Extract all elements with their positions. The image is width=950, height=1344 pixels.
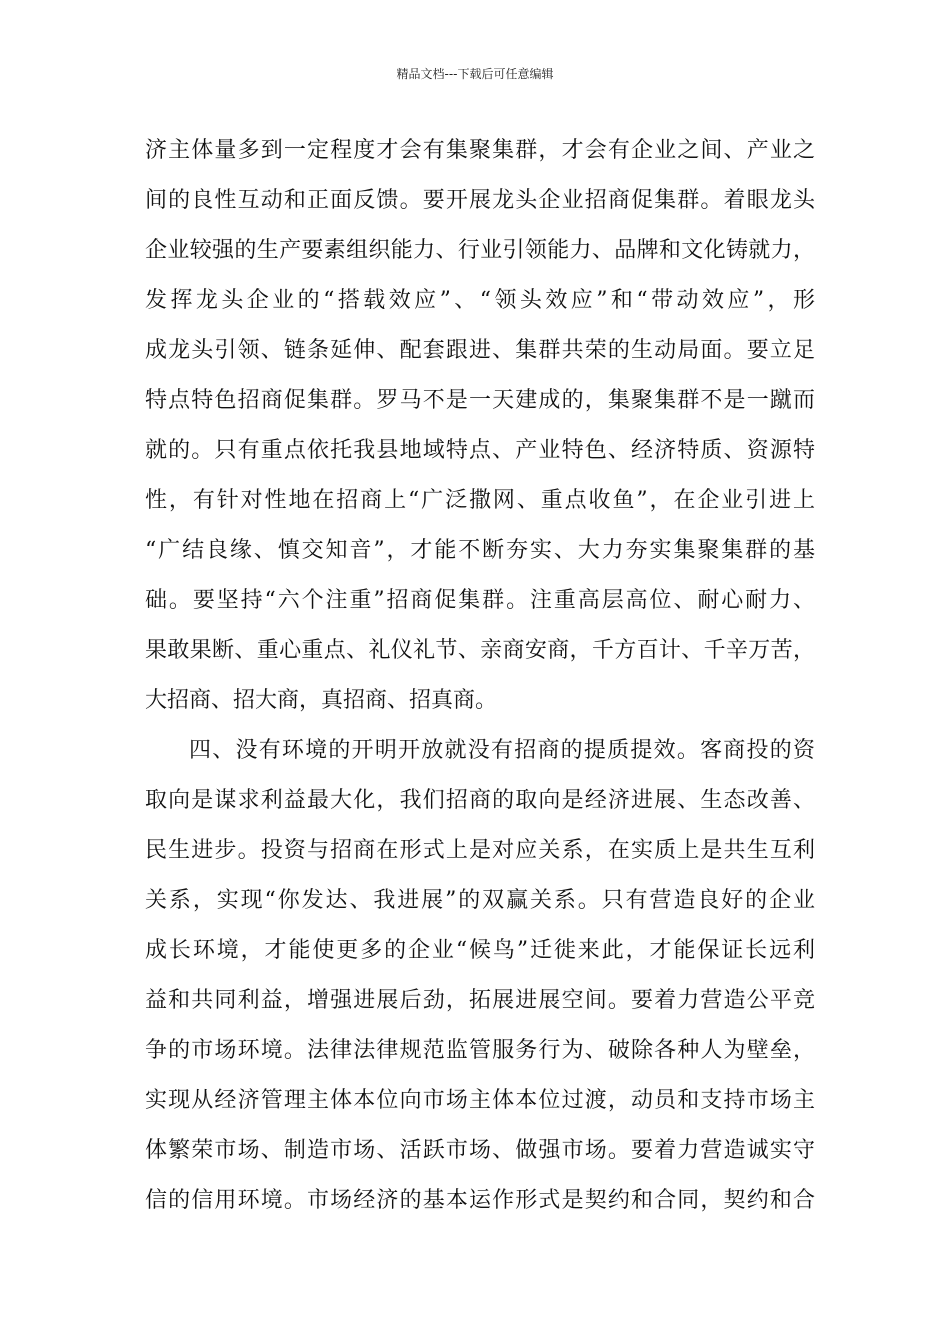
text-line: 济主体量多到一定程度才会有集聚集群，才会有企业之间、产业之 [145,138,815,163]
page-header: 精品文档---下载后可任意编辑 [396,67,554,81]
text-line: 益和共同利益，增强进展后劲，拓展进展空间。要着力营造公平竞 [145,988,815,1013]
text-line: 发挥龙头企业的“搭载效应”、“领头效应”和“带动效应”，形 [145,288,815,313]
text-line: 四、没有环境的开明开放就没有招商的提质提效。客商投的资 [189,738,815,763]
text-line: 争的市场环境。法律法律规范监管服务行为、破除各种人为壁垒， [145,1038,815,1063]
text-line: 间的良性互动和正面反馈。要开展龙头企业招商促集群。着眼龙头 [145,188,815,213]
paragraph-2 [145,726,815,1226]
text-line: 取向是谋求利益最大化，我们招商的取向是经济进展、生态改善、 [145,788,815,813]
text-line: 果敢果断、重心重点、礼仪礼节、亲商安商，千方百计、千辛万苦， [145,638,815,663]
text-line: 成长环境，才能使更多的企业“候鸟”迁徙来此，才能保证长远利 [145,938,815,963]
paragraph-1 [145,126,815,726]
text-line: 企业较强的生产要素组织能力、行业引领能力、品牌和文化铸就力， [145,238,815,263]
text-line: 关系，实现“你发达、我进展”的双赢关系。只有营造良好的企业 [145,888,815,913]
document-body [145,126,815,1226]
text-line: 实现从经济管理主体本位向市场主体本位过渡，动员和支持市场主 [145,1088,815,1113]
text-line: 成龙头引领、链条延伸、配套跟进、集群共荣的生动局面。要立足 [145,338,815,363]
text-line: 民生进步。投资与招商在形式上是对应关系，在实质上是共生互利 [145,838,815,863]
text-line: 信的信用环境。市场经济的基本运作形式是契约和合同，契约和合 [145,1188,815,1213]
text-line: 特点特色招商促集群。罗马不是一天建成的，集聚集群不是一蹴而 [145,388,815,413]
text-line: 体繁荣市场、制造市场、活跃市场、做强市场。要着力营造诚实守 [145,1138,815,1163]
text-line: 大招商、招大商，真招商、招真商。 [145,688,498,713]
text-line: 就的。只有重点依托我县地域特点、产业特色、经济特质、资源特 [145,438,815,463]
text-line: 性，有针对性地在招商上“广泛撒网、重点收鱼”，在企业引进上 [145,488,815,513]
text-line: 础。要坚持“六个注重”招商促集群。注重高层高位、耐心耐力、 [145,588,815,613]
text-line: “广结良缘、慎交知音”，才能不断夯实、大力夯实集聚集群的基 [145,538,815,563]
